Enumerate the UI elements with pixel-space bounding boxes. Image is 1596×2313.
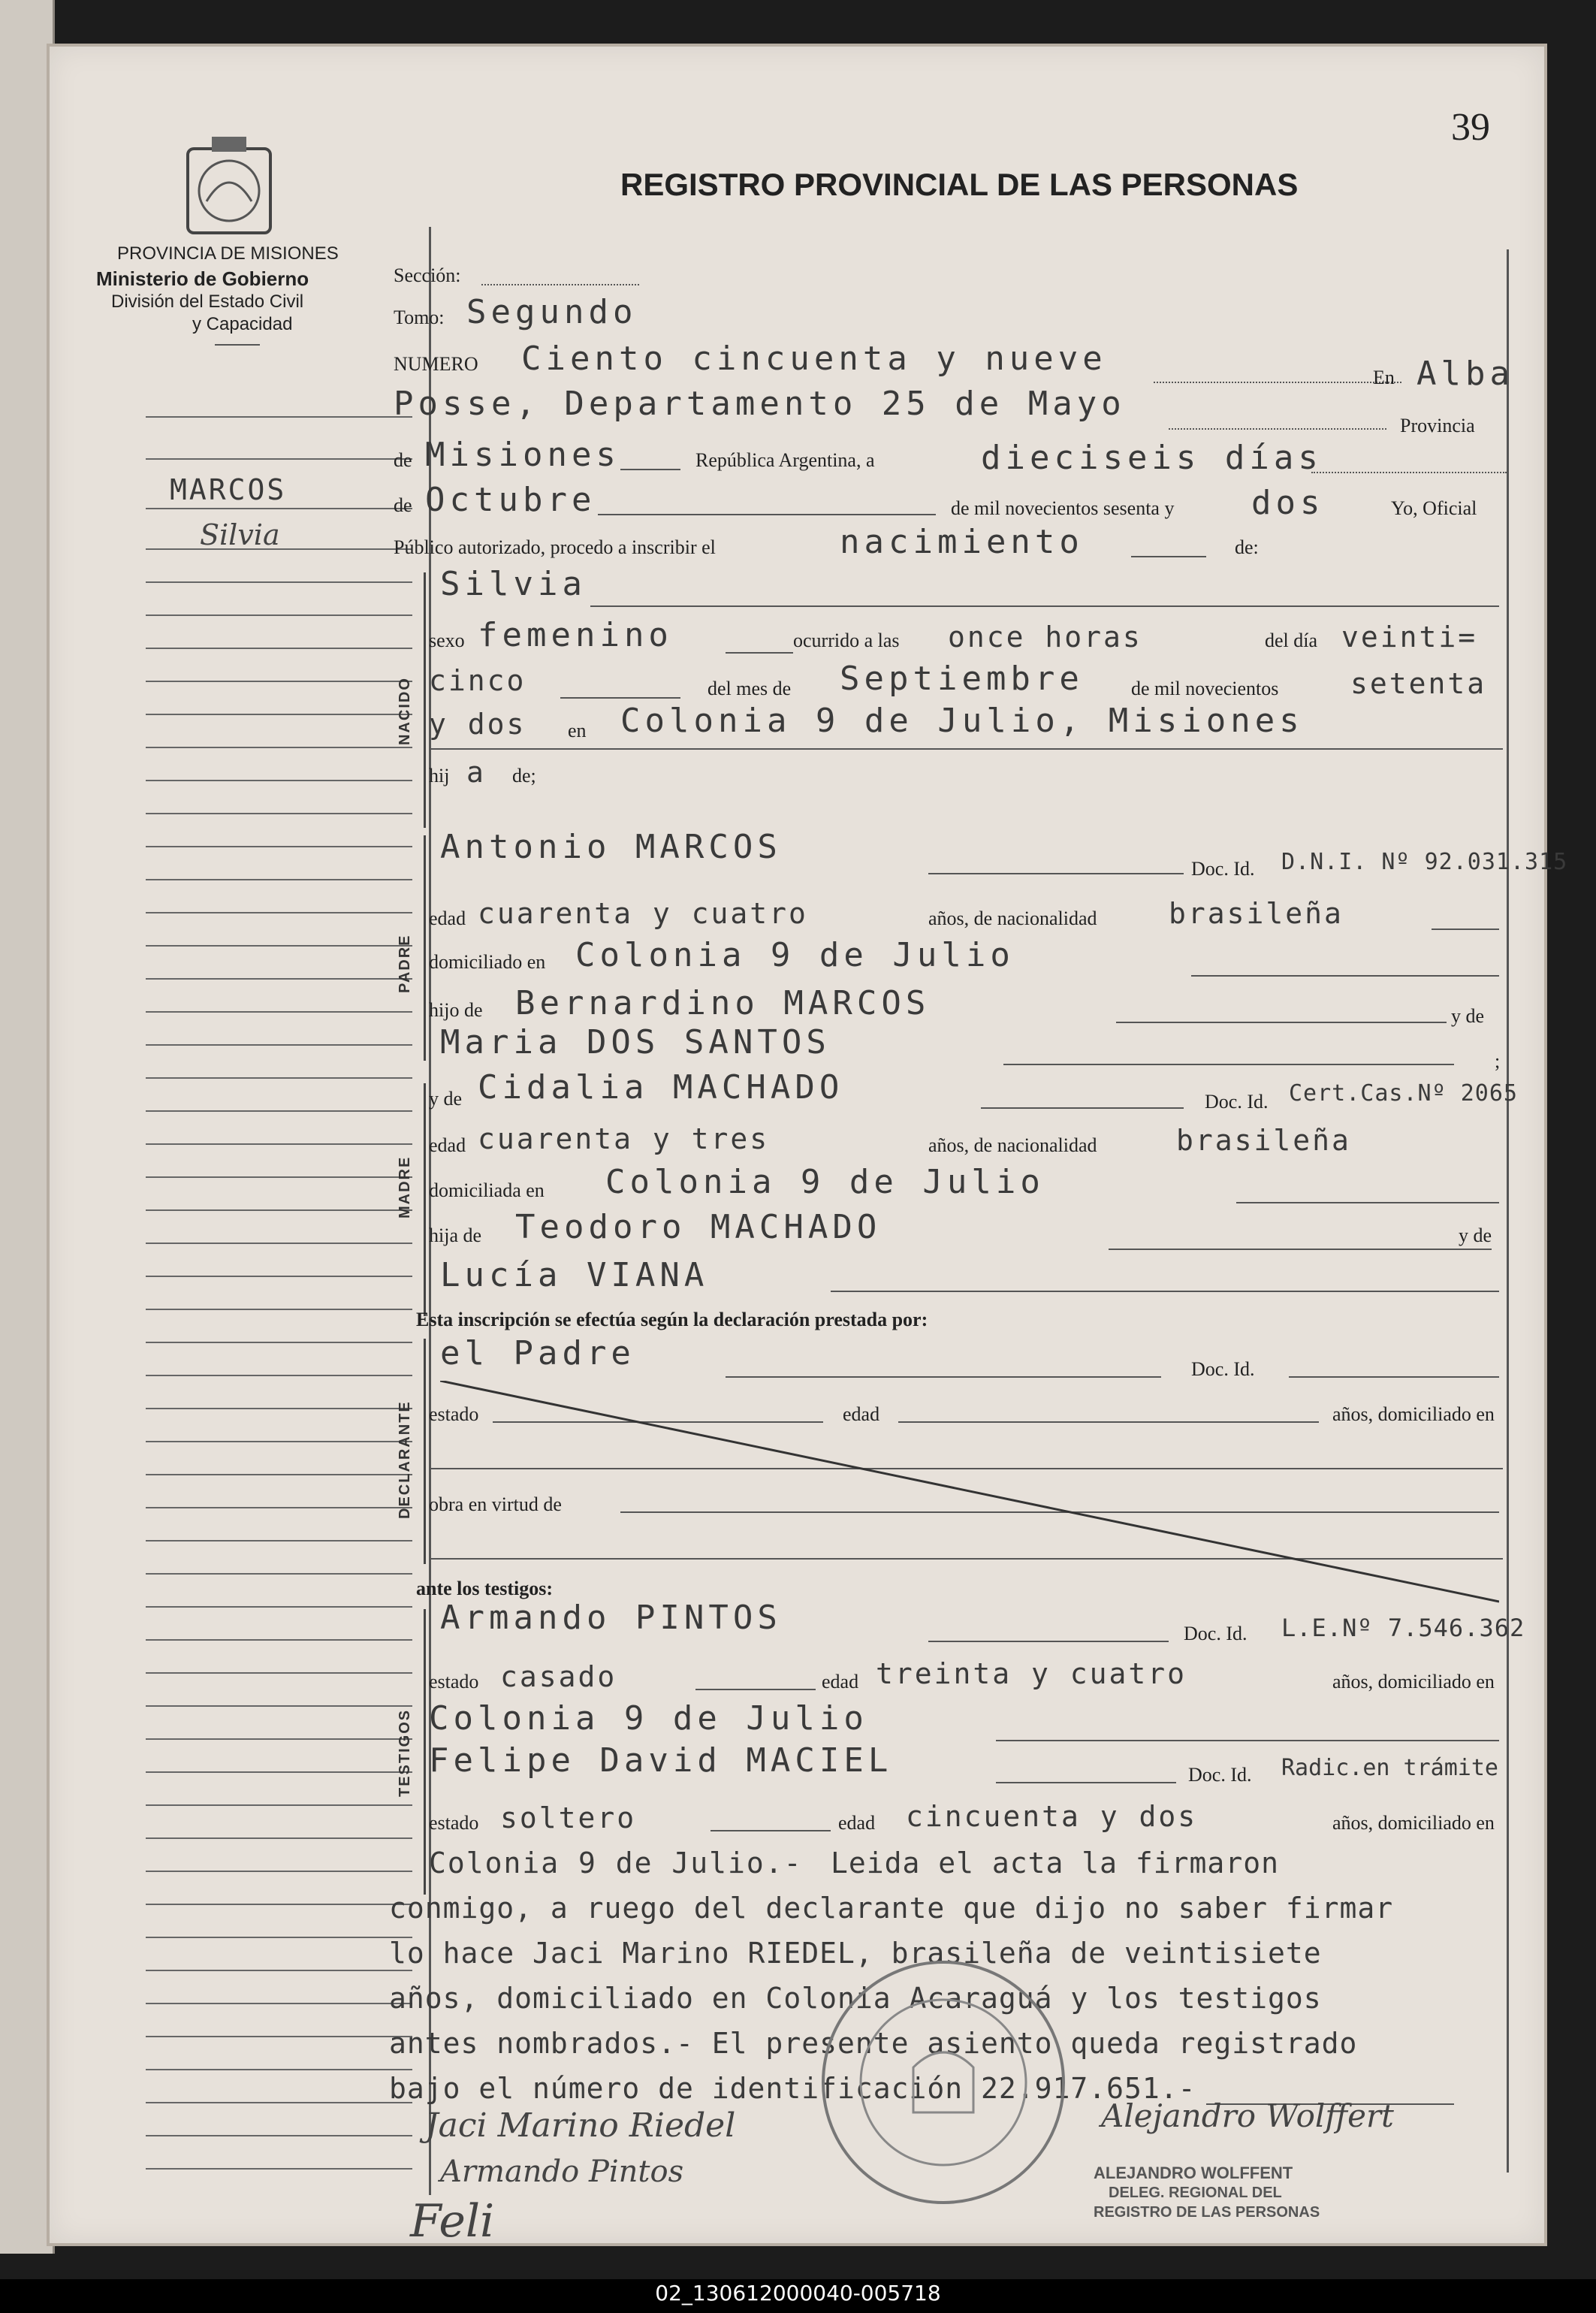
testigo2-estado: soltero xyxy=(500,1801,637,1834)
official-stamp-line1: ALEJANDRO WOLFFENT xyxy=(1094,2164,1293,2182)
acto-value: nacimiento xyxy=(840,523,1084,561)
testigo2-nombre: Felipe David MACIEL xyxy=(429,1741,893,1780)
madre-doc: Cert.Cas.Nº 2065 xyxy=(1289,1080,1518,1107)
padre-nombre: Antonio MARCOS xyxy=(440,828,782,866)
label-en: En xyxy=(1373,367,1395,388)
label-testigos: ante los testigos: xyxy=(416,1578,553,1599)
label-madre-hija-de: hija de xyxy=(429,1224,482,1246)
madre-edad: cuarenta y tres xyxy=(478,1122,770,1155)
section-madre: MADRE xyxy=(397,1155,413,1218)
section-declarante: DECLARANTE xyxy=(397,1400,413,1519)
signature-official: Alejandro Wolffert xyxy=(1101,2097,1394,2134)
label-declarante-doc: Doc. Id. xyxy=(1191,1358,1255,1380)
section-nacido: NACIDO xyxy=(397,677,413,745)
provincia-value: Misiones xyxy=(425,436,620,474)
anio-nac1-value: setenta xyxy=(1350,667,1487,700)
label-testigo1-estado: estado xyxy=(429,1671,479,1692)
division-label: División del Estado Civil xyxy=(111,291,304,312)
mes-nac-value: Septiembre xyxy=(840,660,1084,698)
label-padre-nacionalidad: años, de nacionalidad xyxy=(928,907,1097,929)
label-de-1: de xyxy=(394,449,412,471)
label-publico: Público autorizado, procedo a inscribir el xyxy=(394,536,716,558)
label-madre-y-de: y de xyxy=(1459,1224,1492,1246)
label-madre-doc: Doc. Id. xyxy=(1205,1091,1269,1113)
madre-nombre: Cidalia MACHADO xyxy=(478,1068,844,1107)
anio-nac2-value: y dos xyxy=(429,708,526,741)
label-testigo2-anos-domiciliado: años, domiciliado en xyxy=(1332,1812,1495,1834)
madre-nacionalidad: brasileña xyxy=(1176,1124,1351,1157)
official-stamp-line3: REGISTRO DE LAS PERSONAS xyxy=(1094,2204,1320,2221)
label-numero: NUMERO xyxy=(394,353,478,375)
testigo1-doc: L.E.Nº 7.546.362 xyxy=(1281,1614,1525,1642)
hora-value: once horas xyxy=(948,621,1142,654)
closing-line-2: lo hace Jaci Marino RIEDEL, brasileña de veintisiete xyxy=(389,1937,1322,1970)
label-de-colon: de: xyxy=(1235,536,1259,558)
signature-riedel: Jaci Marino Riedel xyxy=(425,2106,736,2145)
label-declarante-edad: edad xyxy=(843,1403,880,1425)
testigo1-domicilio: Colonia 9 de Julio xyxy=(429,1699,868,1738)
label-madre-edad: edad xyxy=(429,1134,466,1156)
hij-suffix: a xyxy=(466,756,486,789)
capacity-label: y Capacidad xyxy=(192,314,293,334)
padre-nacionalidad: brasileña xyxy=(1169,897,1344,930)
anio-value: dos xyxy=(1251,484,1325,522)
padre-domicilio: Colonia 9 de Julio xyxy=(575,936,1015,974)
label-testigo1-doc: Doc. Id. xyxy=(1184,1623,1248,1644)
label-testigo1-edad: edad xyxy=(822,1671,859,1692)
label-obra: obra en virtud de xyxy=(429,1493,562,1515)
label-semicolon: ; xyxy=(1495,1050,1501,1072)
label-padre-hijo-de: hijo de xyxy=(429,999,483,1021)
signature-maciel: Feli xyxy=(410,2195,495,2248)
dia-value: dieciseis días xyxy=(981,439,1323,477)
label-madre-y-de: y de xyxy=(429,1088,463,1110)
testigo1-nombre: Armando PINTOS xyxy=(440,1599,782,1637)
label-declarante-anos-domiciliado: años, domiciliado en xyxy=(1332,1403,1495,1425)
label-republica: República Argentina, a xyxy=(695,449,875,471)
section-testigos: TESTIGOS xyxy=(397,1708,413,1797)
round-stamp xyxy=(816,1955,1071,2210)
label-padre-edad: edad xyxy=(429,907,466,929)
label-testigo2-estado: estado xyxy=(429,1812,479,1834)
tomo-value: Segundo xyxy=(466,293,638,331)
label-padre-domicilio: domiciliado en xyxy=(429,951,546,973)
label-sexo: sexo xyxy=(429,630,465,651)
padre-doc: D.N.I. Nº 92.031.315 xyxy=(1281,849,1568,875)
label-madre-domicilio: domiciliada en xyxy=(429,1179,545,1201)
label-madre-nacionalidad: años, de nacionalidad xyxy=(928,1134,1097,1156)
label-tomo: Tomo: xyxy=(394,306,445,328)
padre-edad: cuarenta y cuatro xyxy=(478,897,808,930)
margin-name: Silvia xyxy=(200,518,280,551)
label-de-semicolon: de; xyxy=(512,765,536,787)
document-page xyxy=(47,44,1568,2248)
label-ocurrido: ocurrido a las xyxy=(793,630,900,651)
madre-madre: Lucía VIANA xyxy=(440,1256,709,1294)
mes-value: Octubre xyxy=(425,481,596,519)
margin-surname: MARCOS xyxy=(170,473,287,506)
label-provincia: Provincia xyxy=(1400,415,1475,436)
testigo1-estado: casado xyxy=(500,1660,617,1693)
label-declaracion: Esta inscripción se efectúa según la declaración prestada por: xyxy=(416,1309,928,1330)
sexo-line xyxy=(726,652,793,654)
lugar2-value: Posse, Departamento 25 de Mayo xyxy=(394,385,1126,423)
closing-line-3: años, domiciliado en Colonia Acaraguá y los testigos xyxy=(389,1982,1322,2015)
section-padre: PADRE xyxy=(397,934,413,993)
testigo1-edad: treinta y cuatro xyxy=(876,1657,1187,1690)
document-title: REGISTRO PROVINCIAL DE LAS PERSONAS xyxy=(620,167,1299,202)
label-seccion: Sección: xyxy=(394,264,461,286)
official-stamp-line2: DELEG. REGIONAL DEL xyxy=(1109,2185,1282,2201)
padre-madre: Maria DOS SANTOS xyxy=(440,1023,831,1061)
label-padre-doc: Doc. Id. xyxy=(1191,858,1255,880)
label-del-dia: del día xyxy=(1265,630,1318,651)
closing-line-1: conmigo, a ruego del declarante que dijo no saber firmar xyxy=(389,1892,1394,1925)
lugar-nac-value: Colonia 9 de Julio, Misiones xyxy=(620,702,1304,740)
padre-padre: Bernardino MARCOS xyxy=(515,984,931,1022)
dia-nac1-value: veinti= xyxy=(1341,621,1478,654)
testigo2-doc: Radic.en trámite xyxy=(1281,1755,1498,1781)
label-yo-oficial: Yo, Oficial xyxy=(1391,497,1477,519)
label-del-mes: del mes de xyxy=(707,678,792,699)
signature-pintos: Armando Pintos xyxy=(440,2154,684,2189)
label-declarante-estado: estado xyxy=(429,1403,479,1425)
footer-identifier: 02_130612000040-005718 xyxy=(655,2281,941,2305)
madre-padre: Teodoro MACHADO xyxy=(515,1208,882,1246)
label-mil-novecientos-sesenta: de mil novecientos sesenta y xyxy=(951,497,1175,519)
numero-value: Ciento cincuenta y nueve xyxy=(521,340,1107,378)
province-seal xyxy=(182,134,276,246)
sexo-value: femenino xyxy=(478,616,673,654)
label-de-2: de xyxy=(394,494,412,516)
closing-line-5: bajo el número de identificación 22.917.651.- xyxy=(389,2072,1196,2105)
ministry-label: Ministerio de Gobierno xyxy=(96,267,309,290)
label-hij: hij xyxy=(429,765,450,787)
lugar1-value: Alba xyxy=(1416,355,1514,393)
madre-domicilio: Colonia 9 de Julio xyxy=(605,1163,1045,1201)
closing-line-4: antes nombrados.- El presente asiento queda registrado xyxy=(389,2027,1358,2060)
testigo2-domicilio: Colonia 9 de Julio.- xyxy=(429,1846,803,1880)
label-testigo2-doc: Doc. Id. xyxy=(1188,1764,1252,1786)
label-mil-novecientos: de mil novecientos xyxy=(1131,678,1279,699)
province-label: PROVINCIA DE MISIONES xyxy=(117,243,339,264)
page-number: 39 xyxy=(1451,106,1490,149)
label-testigo2-edad: edad xyxy=(838,1812,876,1834)
nombre-value: Silvia xyxy=(440,565,587,603)
label-padre-y-de: y de xyxy=(1451,1005,1485,1027)
label-testigo1-anos-domiciliado: años, domiciliado en xyxy=(1332,1671,1495,1692)
closing-line-0: Leida el acta la firmaron xyxy=(831,1846,1279,1880)
dia-nac2-value: cinco xyxy=(429,664,526,697)
declarante-nombre: el Padre xyxy=(440,1334,635,1372)
cancellation-line xyxy=(440,1381,1499,1606)
label-en-2: en xyxy=(568,720,587,741)
testigo2-edad: cincuenta y dos xyxy=(906,1800,1198,1833)
